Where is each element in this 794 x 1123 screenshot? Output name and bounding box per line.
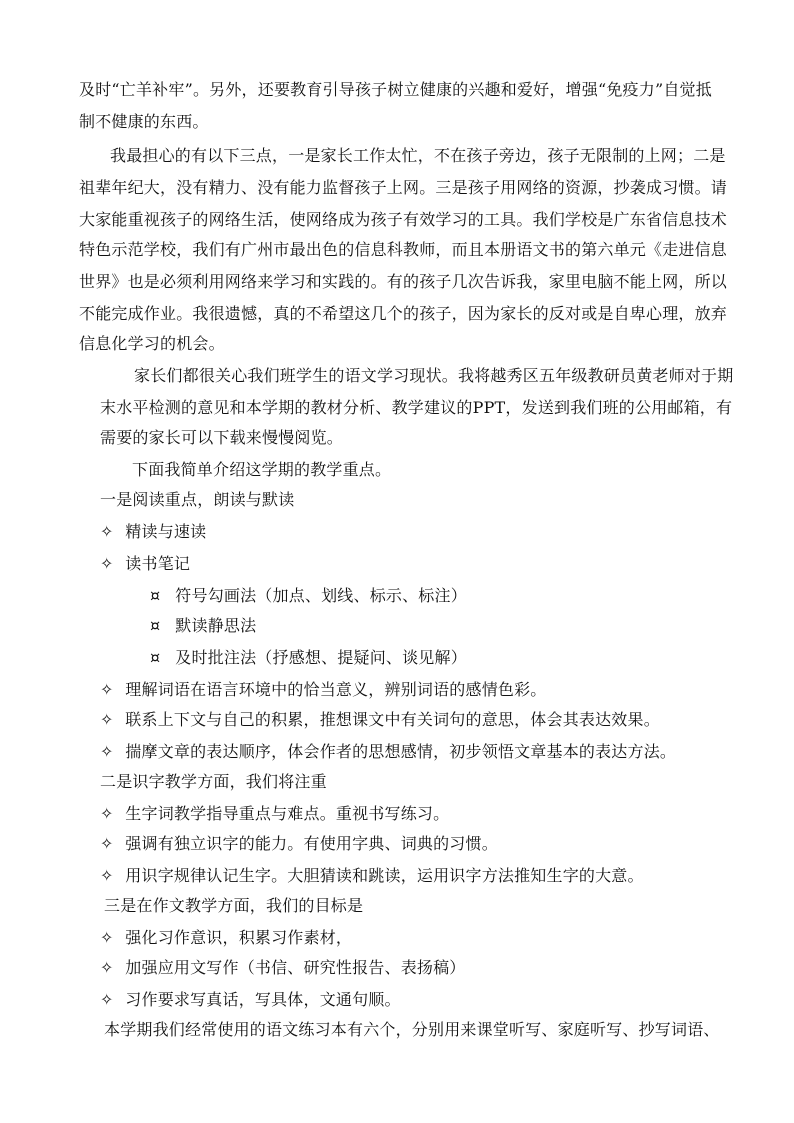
- text-line: 不能完成作业。我很遗憾，真的不希望这几个的孩子，因为家长的反对或是自卑心理，放弃: [79, 304, 728, 323]
- diamond-bullet-icon: ✧: [100, 554, 114, 573]
- section-title: 一是阅读重点，朗读与默读: [100, 490, 295, 509]
- sub-list-item: [150, 616, 256, 636]
- text-line: 本学期我们经常使用的语文练习本有六个，分别用来课堂听写、家庭听写、抄写词语、: [104, 1020, 720, 1039]
- text-line: 特色示范学校，我们有广州市最出色的信息科教师，而且本册语文书的第六单元《走进信息: [79, 240, 728, 259]
- list-item-text: 加强应用文写作（书信、研究性报告、表扬稿）: [125, 958, 466, 977]
- diamond-bullet-icon: ✧: [100, 680, 114, 699]
- list-item: [100, 742, 676, 762]
- sub-list-item-text: 默读静思法: [175, 616, 257, 635]
- list-item: [100, 866, 644, 886]
- text-line: 我最担心的有以下三点，一是家长工作太忙，不在孩子旁边，孩子无限制的上网；二是: [110, 146, 726, 165]
- text-line: 信息化学习的机会。: [79, 334, 225, 353]
- sub-list-item-text: 及时批注法（抒感想、提疑问、谈见解）: [175, 648, 467, 667]
- section-title: 二是识字教学方面，我们将注重: [100, 772, 327, 791]
- text-line: 末水平检测的意见和本学期的教材分析、教学建议的PPT，发送到我们班的公用邮箱，有: [100, 398, 733, 417]
- diamond-bullet-icon: ✧: [100, 710, 114, 729]
- list-item-text: 生字词教学指导重点与难点。重视书写练习。: [125, 804, 450, 823]
- text-line: 家长们都很关心我们班学生的语文学习现状。我将越秀区五年级教研员黄老师对于期: [134, 366, 734, 385]
- list-item-text: 用识字规律认记生字。大胆猜读和跳读，运用识字方法推知生字的大意。: [125, 866, 644, 885]
- diamond-bullet-icon: ✧: [100, 804, 114, 823]
- list-item: [100, 554, 190, 574]
- text-line: 祖辈年纪大，没有精力、没有能力监督孩子上网。三是孩子用网络的资源，抄袭成习惯。请: [79, 178, 728, 197]
- list-item-text: 联系上下文与自己的积累，推想课文中有关词句的意思，体会其表达效果。: [125, 710, 660, 729]
- text-line: 大家能重视孩子的网络生活，使网络成为孩子有效学习的工具。我们学校是广东省信息技术: [79, 210, 728, 229]
- diamond-bullet-icon: ✧: [100, 522, 114, 541]
- list-item: [100, 834, 498, 854]
- currency-bullet-icon: ¤: [150, 616, 161, 635]
- diamond-bullet-icon: ✧: [100, 866, 114, 885]
- list-item: [100, 522, 206, 542]
- list-item-text: 读书笔记: [125, 554, 191, 573]
- list-item: [100, 680, 547, 700]
- currency-bullet-icon: ¤: [150, 586, 161, 605]
- list-item-text: 强化习作意识，积累习作素材，: [125, 928, 353, 947]
- currency-bullet-icon: ¤: [150, 648, 161, 667]
- text-line: 制不健康的东西。: [79, 112, 209, 131]
- list-item: [100, 710, 660, 730]
- diamond-bullet-icon: ✧: [100, 928, 114, 947]
- sub-list-item-text: 符号勾画法（加点、划线、标示、标注）: [175, 586, 467, 605]
- diamond-bullet-icon: ✧: [100, 990, 114, 1009]
- text-line: 世界》也是必须利用网络来学习和实践的。有的孩子几次告诉我，家里电脑不能上网，所以: [79, 272, 728, 291]
- intro-line: 下面我简单介绍这学期的教学重点。: [132, 460, 392, 479]
- list-item: [100, 928, 352, 948]
- list-item-text: 揣摩文章的表达顺序，体会作者的思想感情，初步领悟文章基本的表达方法。: [125, 742, 677, 761]
- list-item-text: 精读与速读: [125, 522, 207, 541]
- diamond-bullet-icon: ✧: [100, 742, 114, 761]
- list-item: [100, 804, 449, 824]
- list-item: [100, 958, 466, 978]
- diamond-bullet-icon: ✧: [100, 834, 114, 853]
- sub-list-item: [150, 586, 467, 606]
- section-title: 三是在作文教学方面，我们的目标是: [104, 896, 364, 915]
- list-item-text: 习作要求写真话，写具体，文通句顺。: [125, 990, 401, 1009]
- text-line: 需要的家长可以下载来慢慢阅览。: [100, 428, 344, 447]
- diamond-bullet-icon: ✧: [100, 958, 114, 977]
- sub-list-item: [150, 648, 467, 668]
- list-item-text: 理解词语在语言环境中的恰当意义，辨别词语的感情色彩。: [125, 680, 547, 699]
- text-line: 及时“亡羊补牢”。另外，还要教育引导孩子树立健康的兴趣和爱好，增强“免疫力”自觉抵: [79, 80, 712, 99]
- list-item-text: 强调有独立识字的能力。有使用字典、词典的习惯。: [125, 834, 498, 853]
- list-item: [100, 990, 401, 1010]
